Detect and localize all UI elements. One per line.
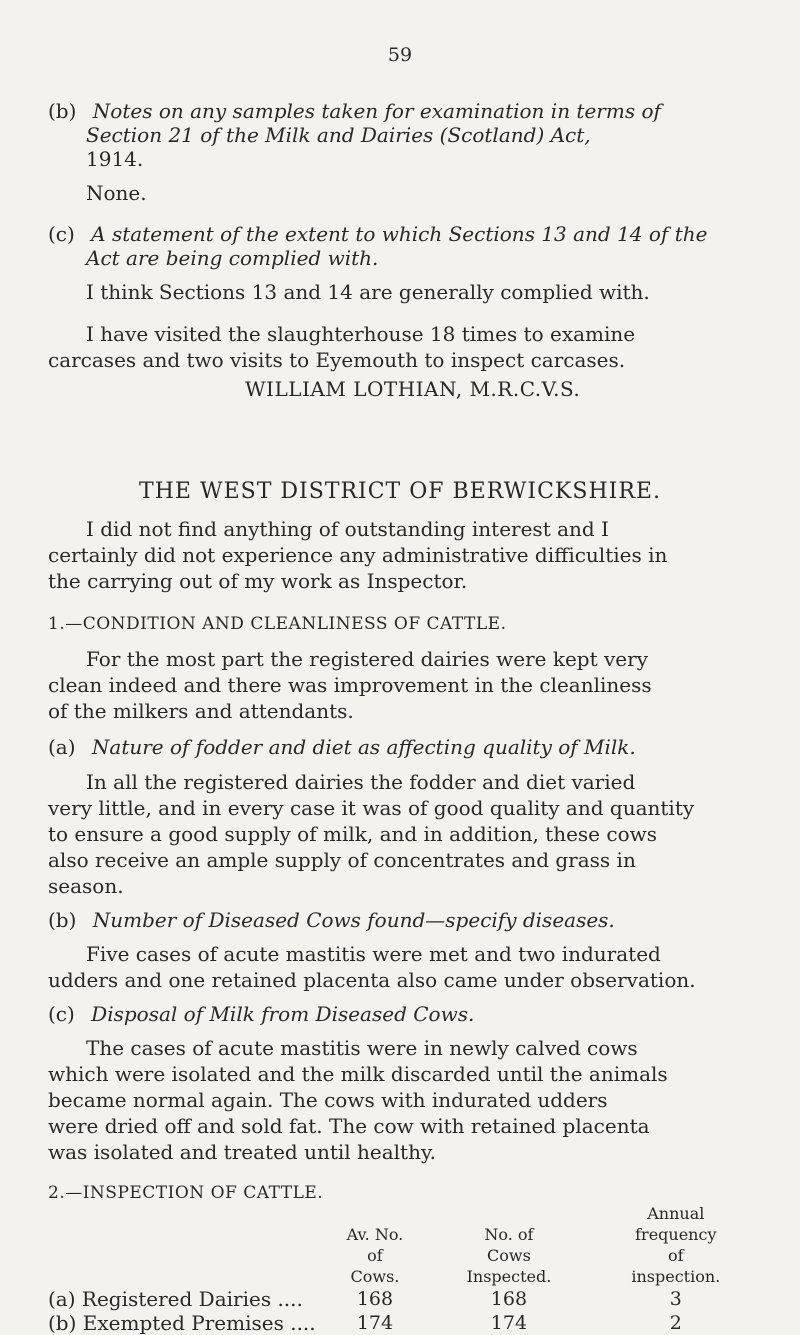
- row-frequency: 2: [669, 1312, 682, 1334]
- section1-a-title: Nature of fodder and diet as affecting quality of Milk.: [91, 735, 636, 759]
- item-c-para2-line2: carcases and two visits to Eyemouth to inspect carcases.: [48, 348, 626, 372]
- col3-header-line1: frequency: [635, 1225, 717, 1244]
- col1-header-line2: of: [367, 1246, 383, 1265]
- section1-c-line4: were dried off and sold fat. The cow with retained placenta: [48, 1114, 650, 1138]
- item-b-answer: None.: [86, 181, 147, 205]
- col2-header-line2: Cows: [487, 1246, 531, 1265]
- section1-line2: clean indeed and there was improvement in the cleanliness: [48, 673, 652, 697]
- row-leader: ....: [277, 1287, 303, 1311]
- table-header-row-annual: [48, 1203, 768, 1224]
- table-header-row-2: [48, 1245, 768, 1266]
- section1-b-label: (b): [48, 908, 77, 932]
- row-label: (a) Registered Dairies: [48, 1287, 272, 1311]
- table-header-row-1: [48, 1224, 768, 1245]
- col3-header-line2: of: [668, 1246, 684, 1265]
- table-header-row-3: [48, 1266, 768, 1287]
- section1-c-line5: was isolated and treated until healthy.: [48, 1140, 436, 1164]
- col1-header-line1: Av. No.: [346, 1225, 404, 1244]
- col3-header-line0: Annual: [647, 1204, 705, 1223]
- section1-c-heading: [48, 1001, 474, 1027]
- item-c-para2-line1: I have visited the slaughterhouse 18 times to examine: [86, 322, 636, 346]
- section1-line1: For the most part the registered dairies were kept very: [86, 647, 648, 671]
- row-label: (b) Exempted Premises: [48, 1311, 284, 1335]
- col3-header-line3: inspection.: [631, 1267, 721, 1286]
- section1-a-heading: [48, 734, 636, 760]
- col2-header-line3: Inspected.: [466, 1267, 552, 1286]
- item-b-label: (b): [48, 99, 77, 123]
- section1-line3: of the milkers and attendants.: [48, 699, 354, 723]
- row-av-cows: 174: [356, 1312, 394, 1334]
- section2-heading: 2.—INSPECTION OF CATTLE.: [48, 1183, 324, 1203]
- table-row: [48, 1311, 768, 1335]
- section1-c-line2: which were isolated and the milk discarded until the animals: [48, 1062, 668, 1086]
- item-b-heading-line2: Section 21 of the Milk and Dairies (Scotland) Act,: [86, 123, 591, 147]
- row-frequency: 3: [669, 1288, 682, 1310]
- item-b-heading: [48, 98, 661, 124]
- section1-heading: 1.—CONDITION AND CLEANLINESS OF CATTLE.: [48, 614, 507, 634]
- section1-b-line2: udders and one retained placenta also came under observation.: [48, 968, 696, 992]
- section1-b-heading: [48, 907, 615, 933]
- section1-a-line5: season.: [48, 874, 124, 898]
- item-c-heading: [48, 221, 707, 247]
- inspection-table: [48, 1203, 768, 1335]
- section1-c-label: (c): [48, 1002, 75, 1026]
- intro-line1: I did not find anything of outstanding interest and I: [86, 517, 609, 541]
- item-c-heading-line1: A statement of the extent to which Sections 13 and 14 of the: [91, 222, 708, 246]
- section1-a-label: (a): [48, 735, 76, 759]
- section1-a-line2: very little, and in every case it was of good quality and quantity: [48, 796, 695, 820]
- intro-line2: certainly did not experience any administrative difficulties in: [48, 543, 668, 567]
- row-inspected: 174: [490, 1312, 528, 1334]
- row-av-cows: 168: [356, 1288, 394, 1310]
- intro-line3: the carrying out of my work as Inspector.: [48, 569, 468, 593]
- item-c-para1: I think Sections 13 and 14 are generally complied with.: [86, 280, 650, 304]
- section1-c-line3: became normal again. The cows with indurated udders: [48, 1088, 608, 1112]
- district-heading: THE WEST DISTRICT OF BERWICKSHIRE.: [139, 479, 661, 504]
- item-c-label: (c): [48, 222, 75, 246]
- section1-c-line1: The cases of acute mastitis were in newly calved cows: [86, 1036, 638, 1060]
- section1-a-line4: also receive an ample supply of concentrates and grass in: [48, 848, 636, 872]
- section1-b-line1: Five cases of acute mastitis were met and two indurated: [86, 942, 661, 966]
- section1-a-line3: to ensure a good supply of milk, and in addition, these cows: [48, 822, 658, 846]
- signature: WILLIAM LOTHIAN, M.R.C.V.S.: [245, 377, 581, 401]
- item-b-heading-line3: 1914.: [86, 147, 144, 171]
- section1-a-line1: In all the registered dairies the fodder and diet varied: [86, 770, 636, 794]
- table-row: [48, 1287, 768, 1311]
- section1-b-title: Number of Diseased Cows found—specify diseases.: [92, 908, 615, 932]
- col2-header-line1: No. of: [484, 1225, 534, 1244]
- section1-c-title: Disposal of Milk from Diseased Cows.: [91, 1002, 475, 1026]
- item-c-heading-line2: Act are being complied with.: [86, 246, 379, 270]
- row-inspected: 168: [490, 1288, 528, 1310]
- row-leader: ....: [290, 1311, 316, 1335]
- item-b-heading-line1: Notes on any samples taken for examination in terms of: [92, 99, 661, 123]
- col1-header-line3: Cows.: [350, 1267, 400, 1286]
- page-number: 59: [387, 44, 413, 66]
